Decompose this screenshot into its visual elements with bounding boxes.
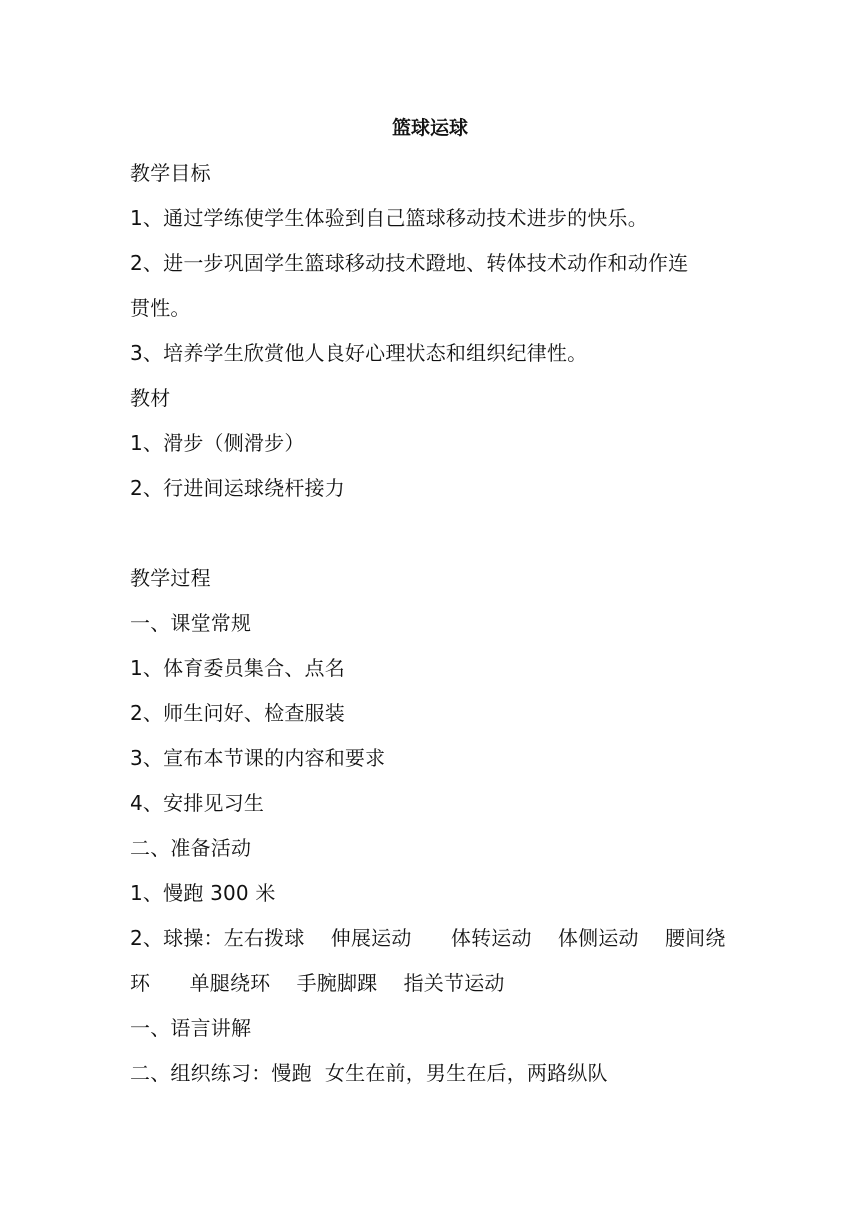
warmup-item-2-continued: 环 单腿绕环 手腕脚踝 指关节运动 [130, 971, 505, 995]
document-title: 篮球运球 [391, 117, 468, 139]
warmup-heading: 二、准备活动 [130, 836, 252, 860]
warmup-item-2: 2、球操：左右拨球 伸展运动 体转运动 体侧运动 腰间绕 [130, 926, 726, 950]
routine-item-2: 2、师生问好、检查服装 [130, 701, 345, 725]
goals-heading: 教学目标 [130, 161, 211, 185]
routine-item-4: 4、安排见习生 [130, 791, 265, 815]
material-item-2: 2、行进间运球绕杆接力 [130, 476, 345, 500]
goal-item-1: 1、通过学练使学生体验到自己篮球移动技术进步的快乐。 [130, 206, 648, 230]
material-item-1: 1、滑步（侧滑步） [130, 431, 305, 455]
goal-item-3: 3、培养学生欣赏他人良好心理状态和组织纪律性。 [130, 341, 588, 365]
goal-item-2-continued: 贯性。 [130, 296, 191, 320]
material-heading: 教材 [130, 386, 171, 410]
goal-item-2: 2、进一步巩固学生篮球移动技术蹬地、转体技术动作和动作连 [130, 251, 689, 275]
practice-heading: 二、组织练习：慢跑 女生在前，男生在后，两路纵队 [130, 1061, 608, 1085]
process-heading: 教学过程 [130, 566, 211, 590]
explain-heading: 一、语言讲解 [130, 1016, 252, 1040]
warmup-item-1: 1、慢跑 300 米 [130, 881, 276, 905]
routine-item-3: 3、宣布本节课的内容和要求 [130, 746, 386, 770]
routine-item-1: 1、体育委员集合、点名 [130, 656, 345, 680]
routine-heading: 一、课堂常规 [130, 611, 252, 635]
